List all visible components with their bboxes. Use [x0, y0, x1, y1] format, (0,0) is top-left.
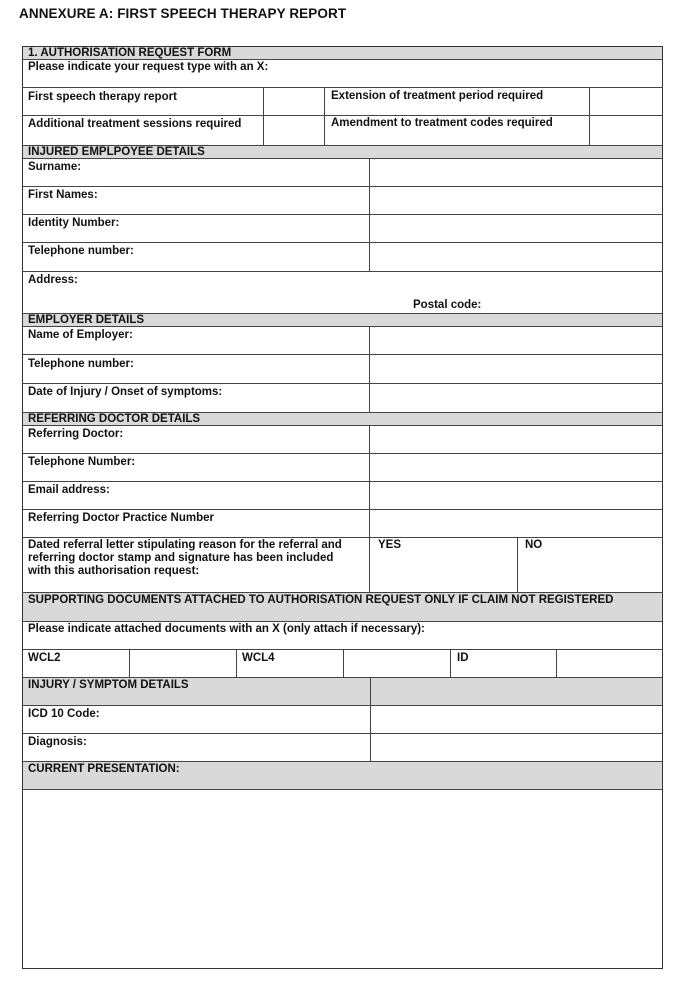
employer-name-label: Name of Employer: [28, 329, 133, 341]
employee-telephone-field[interactable] [370, 243, 662, 270]
employee-header: INJURED EMPLPOYEE DETAILS [28, 146, 205, 158]
wcl4-checkbox[interactable] [344, 650, 449, 676]
first-names-field[interactable] [370, 187, 662, 213]
document-title: ANNEXURE A: FIRST SPEECH THERAPY REPORT [19, 6, 347, 21]
injury-header: INJURY / SYMPTOM DETAILS [28, 679, 189, 691]
surname-label: Surname: [28, 161, 82, 173]
practice-number-field[interactable] [370, 510, 662, 536]
wcl4-label: WCL4 [242, 652, 275, 664]
referring-doctor-field[interactable] [370, 426, 662, 452]
id-label: ID [457, 652, 469, 664]
icd-label: ICD 10 Code: [28, 708, 100, 720]
address-label: Address: [28, 274, 78, 286]
rule [324, 87, 325, 145]
no-option[interactable]: NO [525, 539, 543, 551]
doctor-telephone-field[interactable] [370, 454, 662, 480]
id-checkbox[interactable] [557, 650, 662, 676]
additional-checkbox[interactable] [264, 116, 323, 144]
postal-code-label: Postal code: [413, 299, 482, 311]
identity-field[interactable] [370, 215, 662, 241]
rule [450, 649, 451, 677]
additional-label: Additional treatment sessions required [28, 118, 242, 130]
referring-doctor-label: Referring Doctor: [28, 428, 124, 440]
rule [517, 537, 518, 592]
rule [22, 271, 663, 272]
identity-label: Identity Number: [28, 217, 120, 229]
presentation-field[interactable] [23, 790, 662, 968]
yes-option[interactable]: YES [378, 539, 402, 551]
surname-field[interactable] [370, 159, 662, 185]
auth-header: 1. AUTHORISATION REQUEST FORM [28, 47, 232, 59]
employer-telephone-field[interactable] [370, 355, 662, 382]
employer-header: EMPLOYER DETAILS [28, 314, 145, 326]
amendment-label: Amendment to treatment codes required [331, 117, 553, 129]
doctor-telephone-label: Telephone Number: [28, 456, 136, 468]
wcl2-checkbox[interactable] [130, 650, 235, 676]
date-injury-label: Date of Injury / Onset of symptoms: [28, 386, 223, 398]
auth-instruction: Please indicate your request type with an X: [28, 61, 269, 73]
employee-telephone-label: Telephone number: [28, 245, 134, 257]
email-label: Email address: [28, 484, 110, 496]
first-report-label: First speech therapy report [28, 91, 177, 103]
practice-number-label: Referring Doctor Practice Number [28, 512, 214, 524]
supporting-header: SUPPORTING DOCUMENTS ATTACHED TO AUTHORISATION REQUEST ONLY IF CLAIM NOT REGISTERED [28, 594, 614, 606]
first-report-checkbox[interactable] [264, 88, 323, 114]
email-field[interactable] [370, 482, 662, 508]
employer-name-field[interactable] [370, 327, 662, 353]
supporting-instruction: Please indicate attached documents with an X (only attach if necessary): [28, 623, 425, 635]
extension-checkbox[interactable] [590, 88, 662, 114]
extension-label: Extension of treatment period required [331, 90, 544, 102]
icd-field[interactable] [371, 706, 662, 732]
amendment-checkbox[interactable] [590, 116, 662, 144]
date-injury-field[interactable] [370, 384, 662, 411]
wcl2-label: WCL2 [28, 652, 61, 664]
doctor-header: REFERRING DOCTOR DETAILS [28, 413, 201, 425]
diagnosis-label: Diagnosis: [28, 736, 87, 748]
presentation-header: CURRENT PRESENTATION: [28, 763, 180, 775]
diagnosis-field[interactable] [371, 734, 662, 760]
rule [22, 87, 663, 88]
first-names-label: First Names: [28, 189, 98, 201]
referral-letter-label: Dated referral letter stipulating reason for the referral and referring doctor stamp and signature has been included with this authorisation request: [28, 539, 342, 577]
employer-telephone-label: Telephone number: [28, 358, 134, 370]
